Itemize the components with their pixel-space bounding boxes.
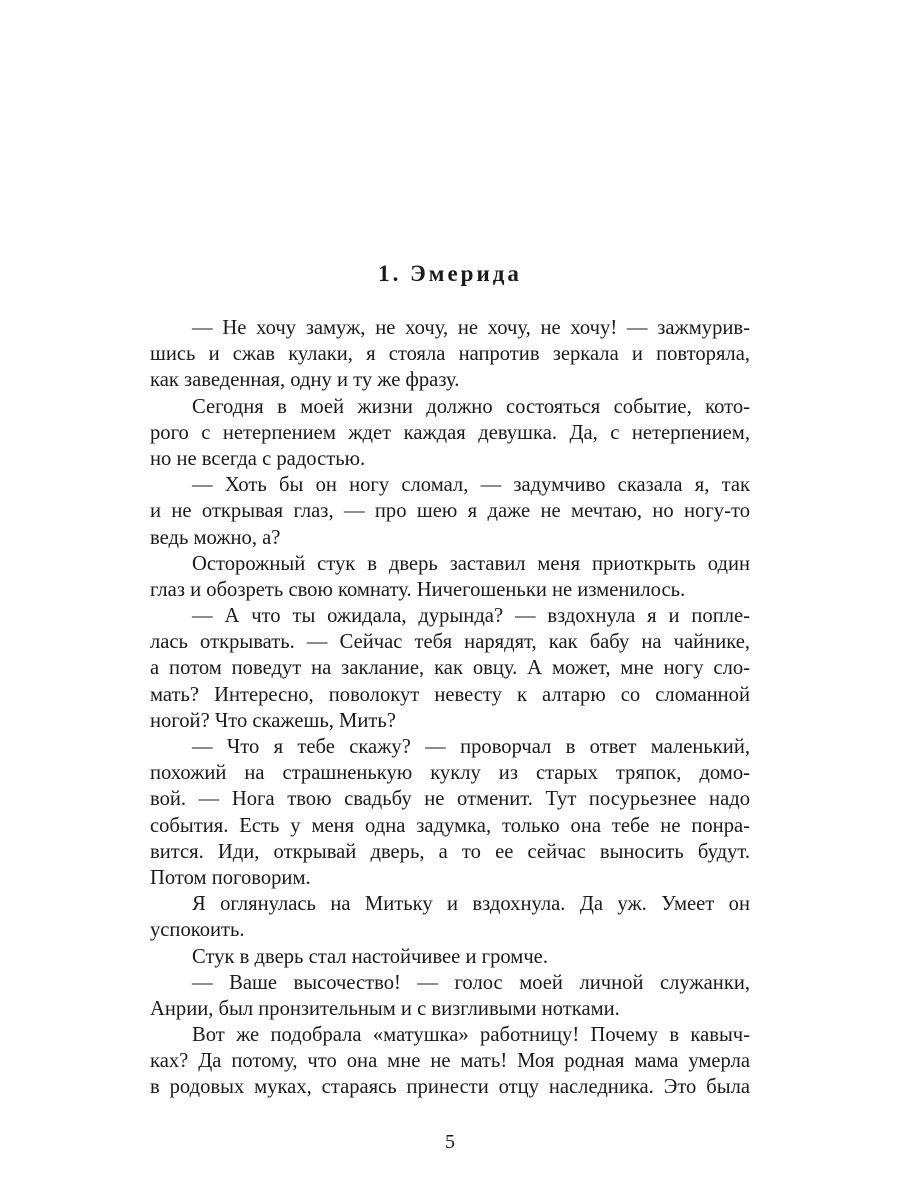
text-line: события. Есть у меня одна задумка, только она тебе не понра-	[150, 814, 750, 837]
page-number: 5	[445, 1131, 455, 1153]
text-line: ках? Да потому, что она мне не мать! Моя родная мама умерла	[150, 1050, 750, 1073]
text-line: успокоить.	[150, 919, 245, 942]
text-line: Потом поговорим.	[150, 866, 311, 889]
text-line: вой. — Нога твою свадьбу не отменит. Тут посурьезнее надо	[150, 788, 750, 811]
text-line: Стук в дверь стал настойчивее и громче.	[192, 945, 548, 968]
text-line: — Что я тебе скажу? — проворчал в ответ маленький,	[192, 736, 750, 758]
text-line: и не открывая глаз, — про шею я даже не мечтаю, но ногу-то	[150, 500, 750, 523]
text-line: Сегодня в моей жизни должно состояться событие, кото-	[192, 395, 750, 418]
text-line: мать? Интересно, поволокут невесту к алтарю со сломанной	[150, 683, 750, 706]
text-line: похожий на страшненькую куклу из старых тряпок, домо-	[150, 762, 750, 785]
text-line: а потом поведут на заклание, как овцу. А может, мне ногу сло-	[150, 657, 750, 680]
text-line: в родовых муках, стараясь принести отцу наследника. Это была	[150, 1076, 750, 1099]
text-line: — А что ты ожидала, дурында? — вздохнула я и поплe-	[192, 605, 750, 628]
body-text	[150, 315, 750, 1101]
text-line: ведь можно, а?	[150, 526, 281, 549]
text-line: — Ваше высочество! — голос моей личной служанки,	[192, 971, 750, 994]
text-line: Осторожный стук в дверь заставил меня приоткрыть один	[192, 552, 750, 575]
text-line: но не всегда с радостью.	[150, 447, 366, 470]
text-line: Анрии, был пронзительным и с визгливыми нотками.	[150, 997, 620, 1020]
text-line: вится. Иди, открывай дверь, а то ее сейчас выносить будут.	[150, 840, 750, 863]
text-line: лась открывать. — Сейчас тебя нарядят, как бабу на чайнике,	[150, 631, 750, 654]
text-line: глаз и обозреть свою комнату. Ничегошеньки не изменилось.	[150, 578, 686, 601]
text-line: рого с нетерпением ждет каждая девушка. Да, с нетерпением,	[150, 421, 750, 444]
text-line: — Хоть бы он ногу сломал, — задумчиво сказала я, так	[192, 474, 750, 497]
text-line: — Не хочу замуж, не хочу, не хочу, не хочу! — зажмурив-	[192, 317, 750, 339]
text-line: ногой? Что скажешь, Мить?	[150, 709, 396, 732]
text-line: Я оглянулась на Митьку и вздохнула. Да уж. Умеет он	[192, 893, 750, 916]
chapter-title: 1. Эмерида	[378, 261, 522, 286]
text-line: Вот же подобрала «матушка» работницу! Почему в кавыч-	[192, 1024, 750, 1047]
text-line: как заведенная, одну и ту же фразу.	[150, 369, 460, 392]
text-line: шись и сжав кулаки, я стояла напротив зеркала и повторяла,	[150, 343, 750, 366]
